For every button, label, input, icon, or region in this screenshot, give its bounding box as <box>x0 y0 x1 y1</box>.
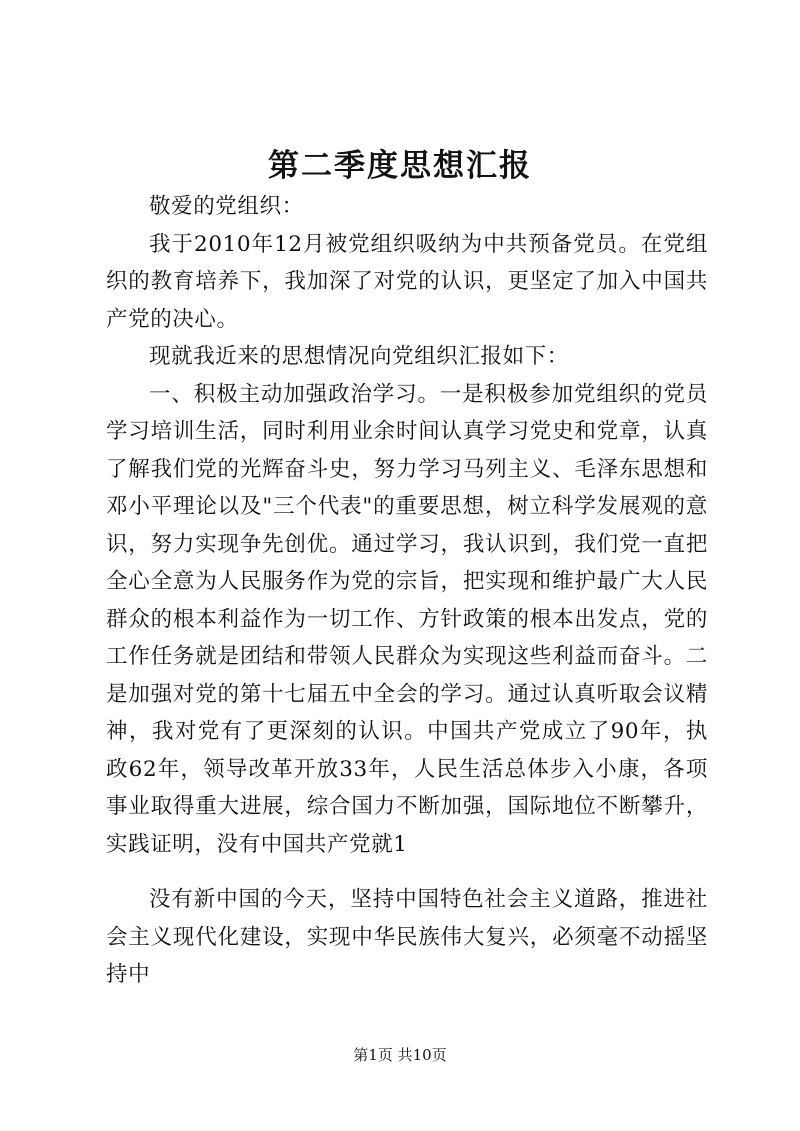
paragraph-intro: 我于2010年12月被党组织吸纳为中共预备党员。在党组织的教育培养下，我加深了对党的认识，更坚定了加入中国共产党的决心。 <box>106 231 708 332</box>
section-gap <box>106 863 708 881</box>
paragraph-report-lead: 现就我近来的思想情况向党组织汇报如下： <box>149 344 569 369</box>
page-number-footer: 第1页 共10页 <box>353 1046 447 1064</box>
paragraph-political-study: 一、积极主动加强政治学习。一是积极参加党组织的党员学习培训生活，同时利用业余时间认真学习党史和党章，认真了解我们党的光辉奋斗史，努力学习马列主义、毛泽东思想和邓小平理论以及"三个代表"的重要思想，树立科学发展观的意识，努力实现争先创优。通过学习，我认识到，我们党一直把全心全意为人民服务作为党的宗旨，把实现和维护最广大人民群众的根本利益作为一切工作、方针政策的根本出发点，党的工作任务就是团结和带领人民群众为实现这些利益而奋斗。二是加强对党的第十七届五中全会的学习。通过认真听取会议精神，我对党有了更深刻的认识。中国共产党成立了90年，执政62年，领导改革开放33年，人民生活总体步入小康，各项事业取得重大进展，综合国力不断加强，国际地位不断攀升，实践证明，没有中国共产党就1 <box>106 381 708 857</box>
document-body <box>106 188 708 994</box>
paragraph-continuation: 没有新中国的今天，坚持中国特色社会主义道路，推进社会主义现代化建设，实现中华民族伟大复兴，必须毫不动摇坚持中 <box>106 887 708 987</box>
document-title: 第二季度思想汇报 <box>268 148 532 184</box>
salutation: 敬爱的党组织： <box>149 194 304 219</box>
